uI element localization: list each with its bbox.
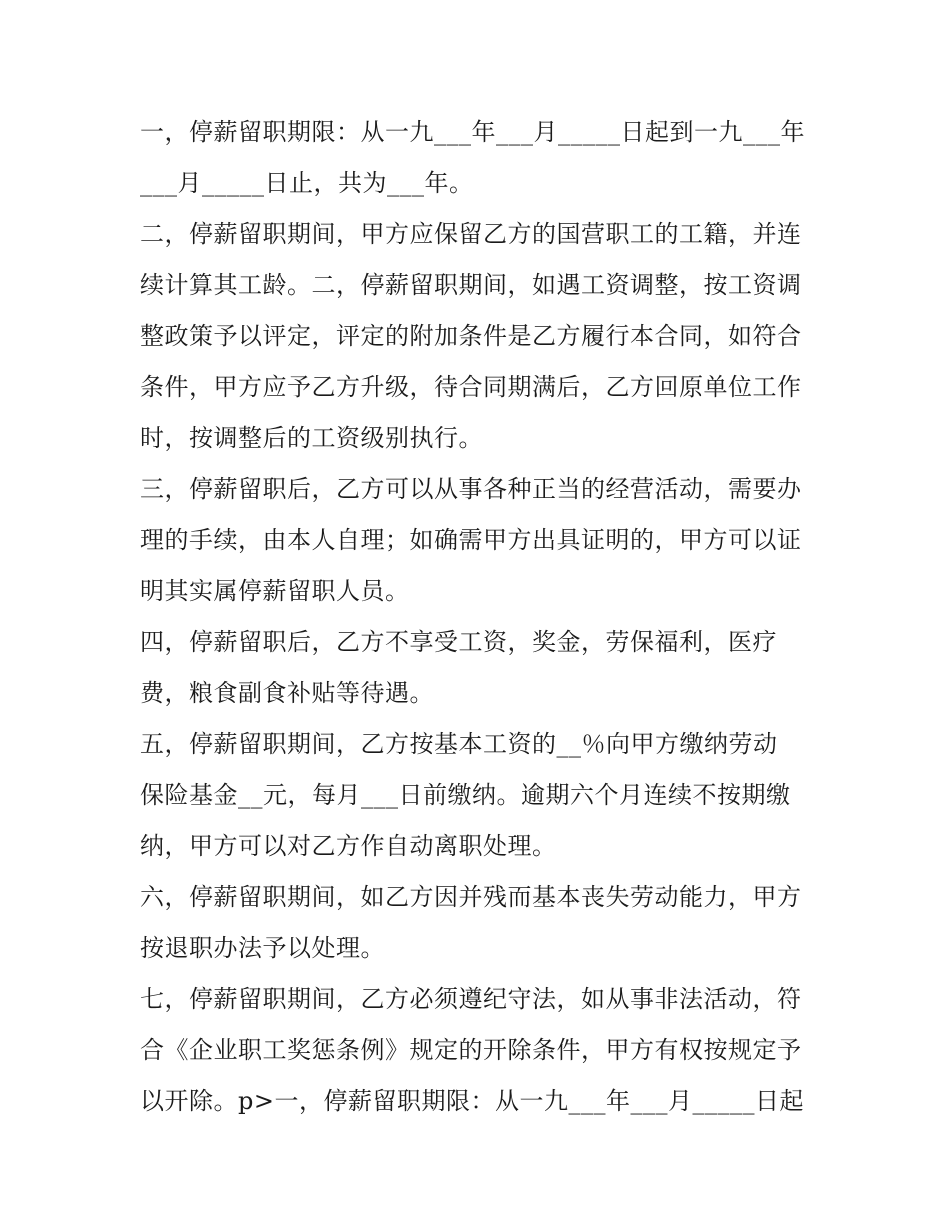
text-line: 一，停薪留职期限：从一九___年___月_____日起到一九___年: [140, 118, 805, 146]
text-line: 续计算其工龄。二，停薪留职期间，如遇工资调整，按工资调: [140, 271, 802, 299]
text-line: 五，停薪留职期间，乙方按基本工资的__％向甲方缴纳劳动: [140, 730, 778, 758]
text-line: 二，停薪留职期间，甲方应保留乙方的国营职工的工籍，并连: [140, 220, 802, 248]
text-line: 纳，甲方可以对乙方作自动离职处理。: [140, 832, 557, 860]
text-line: 保险基金__元，每月___日前缴纳。逾期六个月连续不按期缴: [140, 781, 791, 809]
text-line: 以开除。p>一，停薪留职期限：从一九___年___月_____日起: [140, 1087, 804, 1115]
text-line: 六，停薪留职期间，如乙方因并残而基本丧失劳动能力，甲方: [140, 883, 802, 911]
text-line: 理的手续，由本人自理；如确需甲方出具证明的，甲方可以证: [140, 526, 802, 554]
text-line: 七，停薪留职期间，乙方必须遵纪守法，如从事非法活动，符: [140, 985, 802, 1013]
document-body: [140, 107, 820, 1127]
text-line: 时，按调整后的工资级别执行。: [140, 424, 483, 452]
text-line: 三，停薪留职后，乙方可以从事各种正当的经营活动，需要办: [140, 475, 802, 503]
text-line: 整政策予以评定，评定的附加条件是乙方履行本合同，如符合: [140, 322, 802, 350]
text-line: 明其实属停薪留职人员。: [140, 577, 410, 605]
text-line: 合《企业职工奖惩条例》规定的开除条件，甲方有权按规定予: [140, 1036, 802, 1064]
text-line: ___月_____日止，共为___年。: [140, 169, 474, 197]
text-line: 按退职办法予以处理。: [140, 934, 385, 962]
text-line: 四，停薪留职后，乙方不享受工资，奖金，劳保福利，医疗: [140, 628, 777, 656]
text-line: 费，粮食副食补贴等待遇。: [140, 679, 434, 707]
text-line: 条件，甲方应予乙方升级，待合同期满后，乙方回原单位工作: [140, 373, 802, 401]
